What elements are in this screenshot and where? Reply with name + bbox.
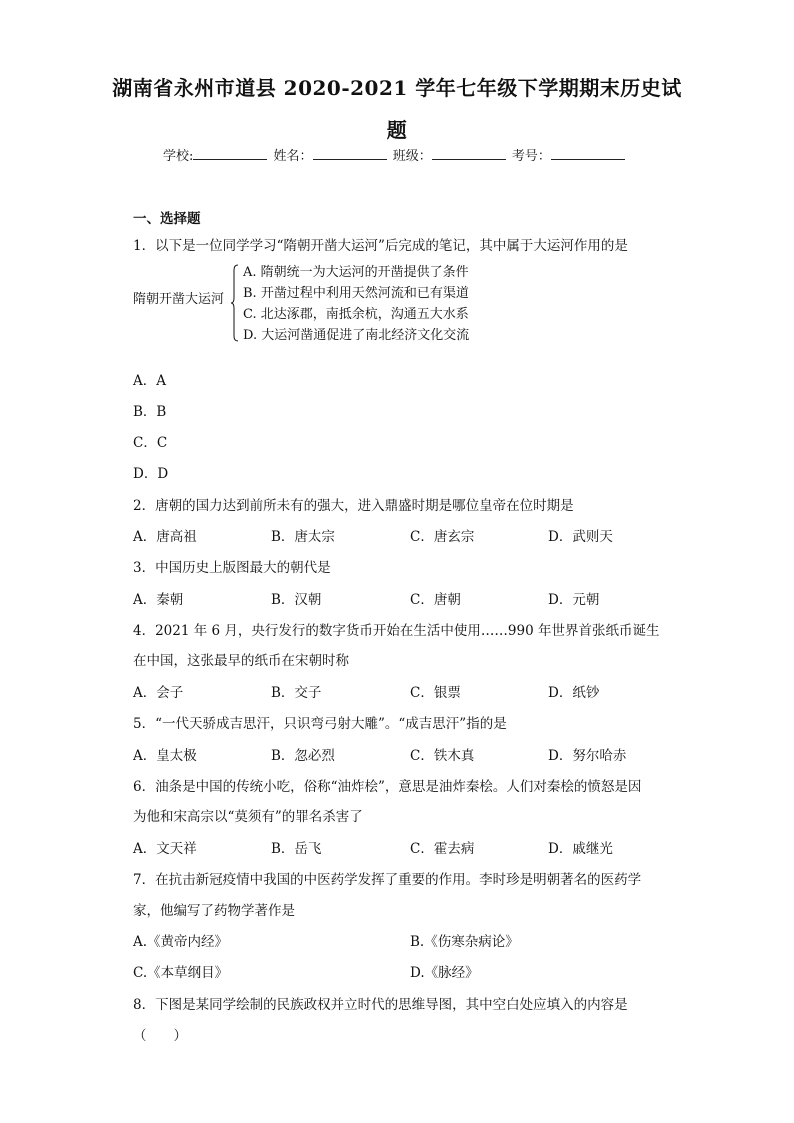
q6-stem-line1: 6．油条是中国的传统小吃，俗称“油炸桧”，意思是油炸秦桧。人们对秦桧的愤怒是因 bbox=[133, 779, 642, 795]
q5-option-b[interactable]: B．忽必烈 bbox=[271, 748, 335, 764]
student-info-row bbox=[163, 145, 627, 164]
q6-option-b[interactable]: B．岳飞 bbox=[271, 841, 322, 857]
q1-option-a[interactable]: A．A bbox=[133, 373, 166, 389]
q6-stem-line2: 为他和宋高宗以“莫须有”的罪名杀害了 bbox=[133, 809, 363, 825]
q4-stem-line1: 4．2021 年 6 月，央行发行的数字货币开始在生活中使用……990 年世界首张纸币诞生 bbox=[133, 623, 660, 639]
class-blank bbox=[432, 147, 506, 160]
q3-option-a[interactable]: A．秦朝 bbox=[133, 592, 184, 608]
q8-stem: 8．下图是某同学绘制的民族政权并立时代的思维导图，其中空白处应填入的内容是 bbox=[133, 997, 628, 1013]
name-blank bbox=[313, 147, 387, 160]
q1-diagram-item-c: C. 北达涿郡，南抵余杭，沟通五大水系 bbox=[243, 307, 469, 322]
q4-option-c[interactable]: C．银票 bbox=[410, 685, 461, 701]
q7-stem-line1: 7．在抗击新冠疫情中我国的中医药学发挥了重要的作用。李时珍是明朝著名的医药学 bbox=[133, 872, 642, 888]
q1-notes-diagram bbox=[133, 262, 513, 348]
q1-diagram-item-b: B. 开凿过程中利用天然河流和已有渠道 bbox=[243, 286, 469, 301]
q2-option-c[interactable]: C．唐玄宗 bbox=[410, 529, 475, 545]
exam-title-line1: 湖南省永州市道县 2020-2021 学年七年级下学期期末历史试 bbox=[112, 76, 682, 100]
q6-option-a[interactable]: A．文天祥 bbox=[133, 841, 197, 857]
q1-option-c[interactable]: C．C bbox=[133, 435, 168, 451]
q7-stem-line2: 家，他编写了药物学著作是 bbox=[133, 903, 295, 919]
q7-option-d[interactable]: D.《脉经》 bbox=[410, 965, 479, 981]
q3-option-d[interactable]: D．元朝 bbox=[548, 592, 600, 608]
q2-option-d[interactable]: D．武则天 bbox=[548, 529, 613, 545]
q7-option-b[interactable]: B.《伤寒杂病论》 bbox=[410, 934, 519, 950]
school-blank bbox=[193, 147, 267, 160]
q3-stem: 3．中国历史上版图最大的朝代是 bbox=[133, 560, 331, 576]
q6-option-c[interactable]: C．霍去病 bbox=[410, 841, 475, 857]
q5-option-a[interactable]: A．皇太极 bbox=[133, 748, 197, 764]
q6-option-d[interactable]: D．戚继光 bbox=[548, 841, 613, 857]
class-label: 班级： bbox=[392, 149, 432, 164]
q5-option-d[interactable]: D．努尔哈赤 bbox=[548, 748, 627, 764]
curly-brace-icon bbox=[231, 264, 239, 342]
q1-stem: 1．以下是一位同学学习“隋朝开凿大运河”后完成的笔记，其中属于大运河作用的是 bbox=[133, 238, 628, 254]
q2-option-b[interactable]: B．唐太宗 bbox=[271, 529, 335, 545]
exam-number-blank bbox=[551, 147, 625, 160]
q7-option-c[interactable]: C.《本草纲目》 bbox=[133, 965, 229, 981]
q2-option-a[interactable]: A．唐高祖 bbox=[133, 529, 197, 545]
school-label: 学校: bbox=[163, 149, 194, 164]
q1-diagram-item-a: A. 隋朝统一为大运河的开凿提供了条件 bbox=[243, 265, 469, 280]
q7-option-a[interactable]: A.《黄帝内经》 bbox=[133, 934, 229, 950]
q4-option-b[interactable]: B．交子 bbox=[271, 685, 322, 701]
q3-option-c[interactable]: C．唐朝 bbox=[410, 592, 461, 608]
q3-option-b[interactable]: B．汉朝 bbox=[271, 592, 322, 608]
q1-diagram-items bbox=[243, 262, 469, 346]
exam-number-label: 考号： bbox=[511, 149, 551, 164]
q1-option-b[interactable]: B．B bbox=[133, 404, 167, 420]
q5-option-c[interactable]: C．铁木真 bbox=[410, 748, 475, 764]
section-heading: 一、选择题 bbox=[133, 211, 201, 227]
q2-stem: 2．唐朝的国力达到前所未有的强大，进入鼎盛时期是哪位皇帝在位时期是 bbox=[133, 498, 574, 514]
q1-option-d[interactable]: D．D bbox=[133, 466, 169, 482]
q8-answer-paren: （ ） bbox=[133, 1028, 187, 1044]
q1-diagram-label: 隋朝开凿大运河 bbox=[133, 292, 225, 307]
q4-stem-line2: 在中国，这张最早的纸币在宋朝时称 bbox=[133, 653, 349, 669]
q1-diagram-item-d: D. 大运河凿通促进了南北经济文化交流 bbox=[243, 328, 470, 343]
q5-stem: 5．“一代天骄成吉思汗，只识弯弓射大雕”。“成吉思汗”指的是 bbox=[133, 716, 507, 732]
name-label: 姓名： bbox=[273, 149, 313, 164]
exam-title-line2: 题 bbox=[386, 118, 408, 142]
q4-option-a[interactable]: A．会子 bbox=[133, 685, 184, 701]
q4-option-d[interactable]: D．纸钞 bbox=[548, 685, 600, 701]
